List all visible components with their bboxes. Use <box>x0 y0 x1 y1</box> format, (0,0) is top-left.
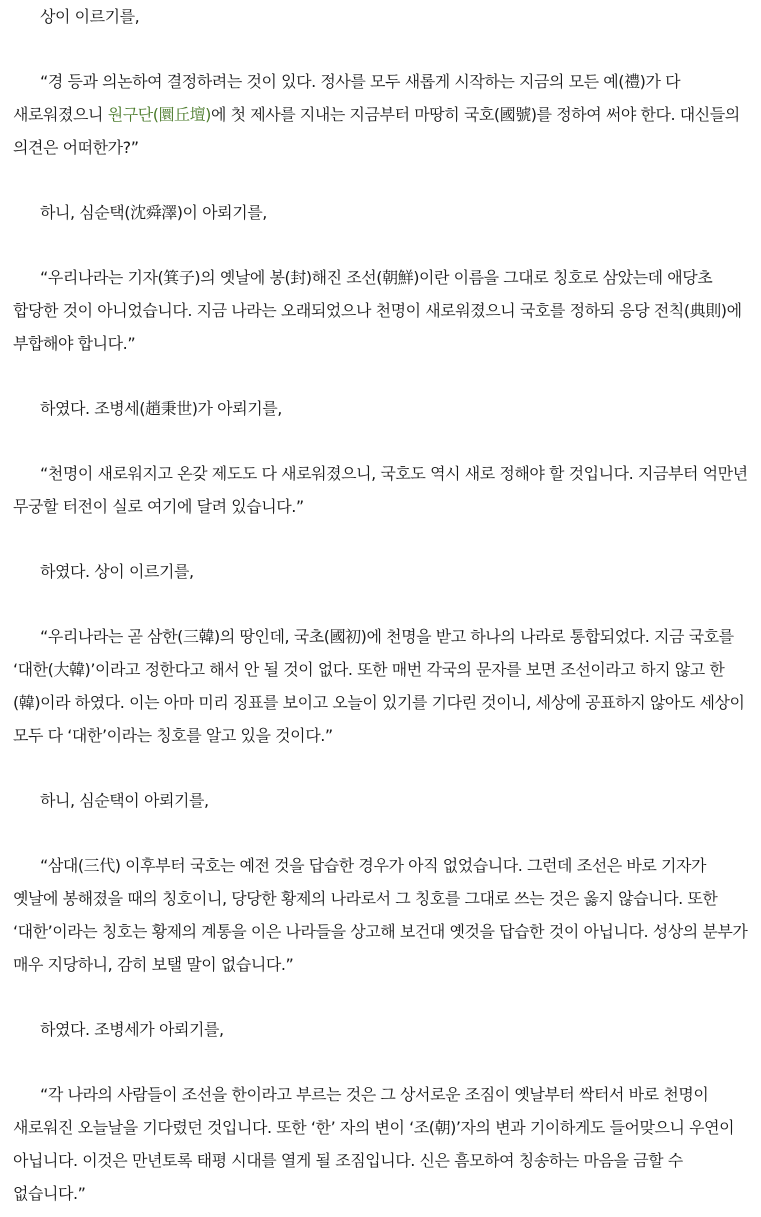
paragraph-gap <box>13 752 749 784</box>
paragraph-gap <box>13 229 749 261</box>
paragraph-gap <box>13 164 749 196</box>
paragraph-sim-speech-2: “삼대(三代) 이후부터 국호는 예전 것을 답습한 경우가 아직 없었습니다. 그런데 조선은 바로 기자가 옛날에 봉해졌을 때의 칭호이니, 당당한 황제의 나라로서 그 칭호를 그대로 쓰는 것은 옳지 않습니다. 또한 ‘대한’이라는 칭호는 황제의 계통을 이은 나라들을 상고해 보건대 옛것을 답습한 것이 아닙니다. 성상의 분부가 매우 지당하니, 감히 보탤 말이 없습니다.” <box>13 856 748 974</box>
paragraph-gap <box>13 817 749 849</box>
paragraph-gap <box>13 588 749 620</box>
paragraph-gap <box>13 1046 749 1078</box>
paragraph-jo-speech-2: “각 나라의 사람들이 조선을 한이라고 부르는 것은 그 상서로운 조짐이 옛날부터 싹터서 바로 천명이 새로워진 오늘날을 기다렸던 것입니다. 또한 ‘한’ 자의 변이 ‘조(朝)’자의 변과 기이하게도 들어맞으니 우연이 아닙니다. 이것은 만년토록 태평 시대를 열게 될 조짐입니다. 신은 흠모하여 칭송하는 마음을 금할 수 없습니다.” <box>13 1085 735 1203</box>
paragraph-gap <box>13 33 749 65</box>
paragraph-gap <box>13 981 749 1013</box>
paragraph-jo-says: 하였다. 조병세(趙秉世)가 아뢰기를, <box>40 399 282 418</box>
paragraph-sim-speech-1: “우리나라는 기자(箕子)의 옛날에 봉(封)해진 조선(朝鮮)이란 이름을 그대로 칭호로 삼았는데 애당초 합당한 것이 아니었습니다. 지금 나라는 오래되었으나 천명이 새로워졌으니 국호를 정하되 응당 전칙(典則)에 부합해야 합니다.” <box>13 268 742 353</box>
paragraph-gap <box>13 425 749 457</box>
paragraph-king-speech-1 <box>13 65 749 164</box>
speech-text-after-link: 에 첫 제사를 지내는 지금부터 마땅히 국호(國號)를 정하여 써야 한다. 대신들의 의견은 어떠한가?” <box>13 105 740 157</box>
paragraph-king-says-2: 하였다. 상이 이르기를, <box>40 562 194 581</box>
paragraph-king-speech-2: “우리나라는 곧 삼한(三韓)의 땅인데, 국초(國初)에 천명을 받고 하나의 나라로 통합되었다. 지금 국호를 ‘대한(大韓)’이라고 정한다고 해서 안 될 것이 없다. 또한 매번 각국의 문자를 보면 조선이라고 하지 않고 한(韓)이라 하였다. 이는 아마 미리 징표를 보이고 오늘이 있기를 기다린 것이니, 세상에 공표하지 않아도 세상이 모두 다 ‘대한’이라는 칭호를 알고 있을 것이다.” <box>13 627 745 745</box>
paragraph-king-says: 상이 이르기를, <box>40 7 140 26</box>
paragraph-sim-says-2: 하니, 심순택이 아뢰기를, <box>40 791 209 810</box>
paragraph-jo-speech-1: “천명이 새로워지고 온갖 제도도 다 새로워졌으니, 국호도 역시 새로 정해야 할 것입니다. 지금부터 억만년 무궁할 터전이 실로 여기에 달려 있습니다.” <box>13 464 748 516</box>
paragraph-sim-says: 하니, 심순택(沈舜澤)이 아뢰기를, <box>40 203 267 222</box>
wongudan-link[interactable]: 원구단(圜丘壇) <box>107 105 211 124</box>
speech-text-before-link: “경 등과 의논하여 결정하려는 것이 있다. 정사를 모두 새롭게 시작하는 지금의 모든 예(禮)가 다 새로워졌으니 <box>13 72 681 124</box>
paragraph-jo-says-2: 하였다. 조병세가 아뢰기를, <box>40 1020 224 1039</box>
paragraph-gap <box>13 523 749 555</box>
paragraph-gap <box>13 360 749 392</box>
